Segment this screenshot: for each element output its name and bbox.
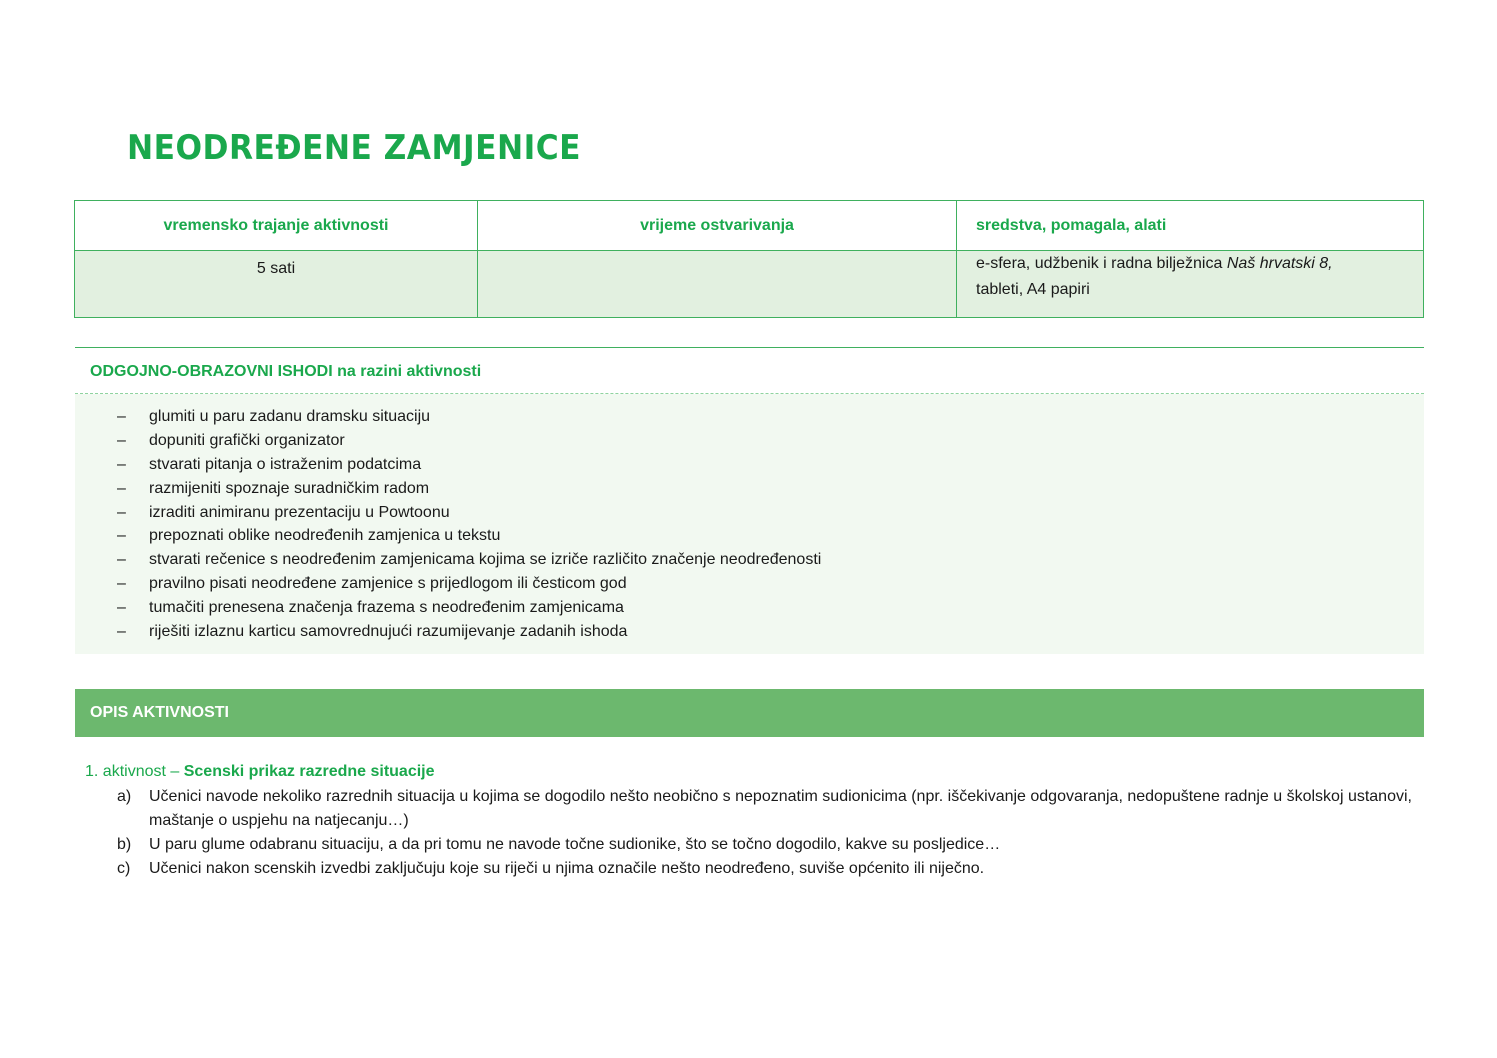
list-item: [85, 785, 1415, 833]
list-item: [75, 429, 1424, 453]
list-item: [75, 572, 1424, 596]
outcome-text: prepoznati oblike neodređenih zamjenica u tekstu: [149, 527, 501, 545]
outcome-text: tumačiti prenesena značenja frazema s neodređenim zamjenicama: [149, 599, 624, 617]
list-item: [75, 453, 1424, 477]
outcomes-section: [75, 347, 1424, 654]
step-text: U paru glume odabranu situaciju, a da pri tomu ne navode točne sudionike, što se točno dogodilo, kakve su posljedice…: [149, 836, 1001, 853]
outcome-text: izraditi animiranu prezentaciju u Powtoonu: [149, 503, 450, 521]
outcome-text: riješiti izlaznu karticu samovrednujući razumijevanje zadanih ishoda: [149, 623, 628, 641]
activity-number: 1. aktivnost –: [85, 763, 184, 780]
outcome-text: stvarati rečenice s neodređenim zamjenicama kojima se izriče različito značenje neodređenosti: [149, 551, 822, 569]
header-time: vrijeme ostvarivanja: [478, 201, 957, 251]
list-item: [75, 405, 1424, 429]
dash-bullet: –: [117, 479, 126, 497]
list-item: [75, 501, 1424, 525]
dash-bullet: –: [117, 623, 126, 641]
dash-bullet: –: [117, 503, 126, 521]
resources-book-title: Naš hrvatski 8,: [1226, 255, 1333, 272]
outcomes-heading: ODGOJNO-OBRAZOVNI ISHODI na razini aktivnosti: [75, 347, 1424, 394]
opis-aktivnosti-banner: OPIS AKTIVNOSTI: [75, 689, 1424, 737]
table-header-row: [75, 201, 1424, 251]
step-text: Učenici navode nekoliko razrednih situacija u kojima se dogodilo nešto neobično s nepoznatim sudionicima (npr. iščekivanje odgovaranja, nedopuštene radnje u školskoj ustanovi, maštanje o uspjehu na natjecanju…): [149, 788, 1412, 829]
step-label: c): [117, 860, 131, 877]
activity-1-heading: [85, 761, 1415, 783]
outcome-text: pravilno pisati neodređene zamjenice s prijedlogom ili česticom god: [149, 575, 627, 593]
list-item: [75, 548, 1424, 572]
outcome-text: dopuniti grafički organizator: [149, 431, 345, 449]
step-text: Učenici nakon scenskih izvedbi zaključuju koje su riječi u njima označile nešto neodređeno, suviše općenito ili niječno.: [149, 860, 985, 877]
list-item: [75, 620, 1424, 644]
header-duration: vremensko trajanje aktivnosti: [75, 201, 478, 251]
header-resources: sredstva, pomagala, alati: [957, 201, 1424, 251]
dash-bullet: –: [117, 408, 126, 425]
activity-steps: [85, 785, 1415, 881]
resources-text: e-sfera, udžbenik i radna bilježnica: [976, 255, 1227, 272]
list-item: [75, 596, 1424, 620]
list-item: [75, 524, 1424, 548]
outcomes-body: [75, 394, 1424, 654]
dash-bullet: –: [117, 599, 126, 617]
resources-text-line2: tableti, A4 papiri: [976, 281, 1090, 298]
dash-bullet: –: [117, 575, 126, 593]
resources-cell: [957, 251, 1424, 318]
activity-1-section: [85, 761, 1415, 881]
outcome-text: glumiti u paru zadanu dramsku situaciju: [149, 408, 431, 425]
list-item: [85, 833, 1415, 857]
dash-bullet: –: [117, 527, 126, 545]
dash-bullet: –: [117, 455, 126, 473]
outcome-text: razmijeniti spoznaje suradničkim radom: [149, 479, 430, 497]
list-item: [75, 477, 1424, 501]
time-cell: [478, 251, 957, 318]
outcome-text: stvarati pitanja o istraženim podatcima: [149, 455, 422, 473]
list-item: [85, 857, 1415, 881]
dash-bullet: –: [117, 551, 126, 569]
activity-title: Scenski prikaz razredne situacije: [183, 763, 435, 780]
page-title: NEODREĐENE ZAMJENICE: [127, 128, 581, 168]
outcomes-list: [75, 405, 1424, 644]
table-row: [75, 251, 1424, 318]
duration-cell: 5 sati: [75, 251, 478, 318]
dash-bullet: –: [117, 431, 126, 449]
step-label: b): [117, 836, 132, 853]
activity-info-table: [74, 200, 1424, 318]
step-label: a): [117, 788, 132, 805]
